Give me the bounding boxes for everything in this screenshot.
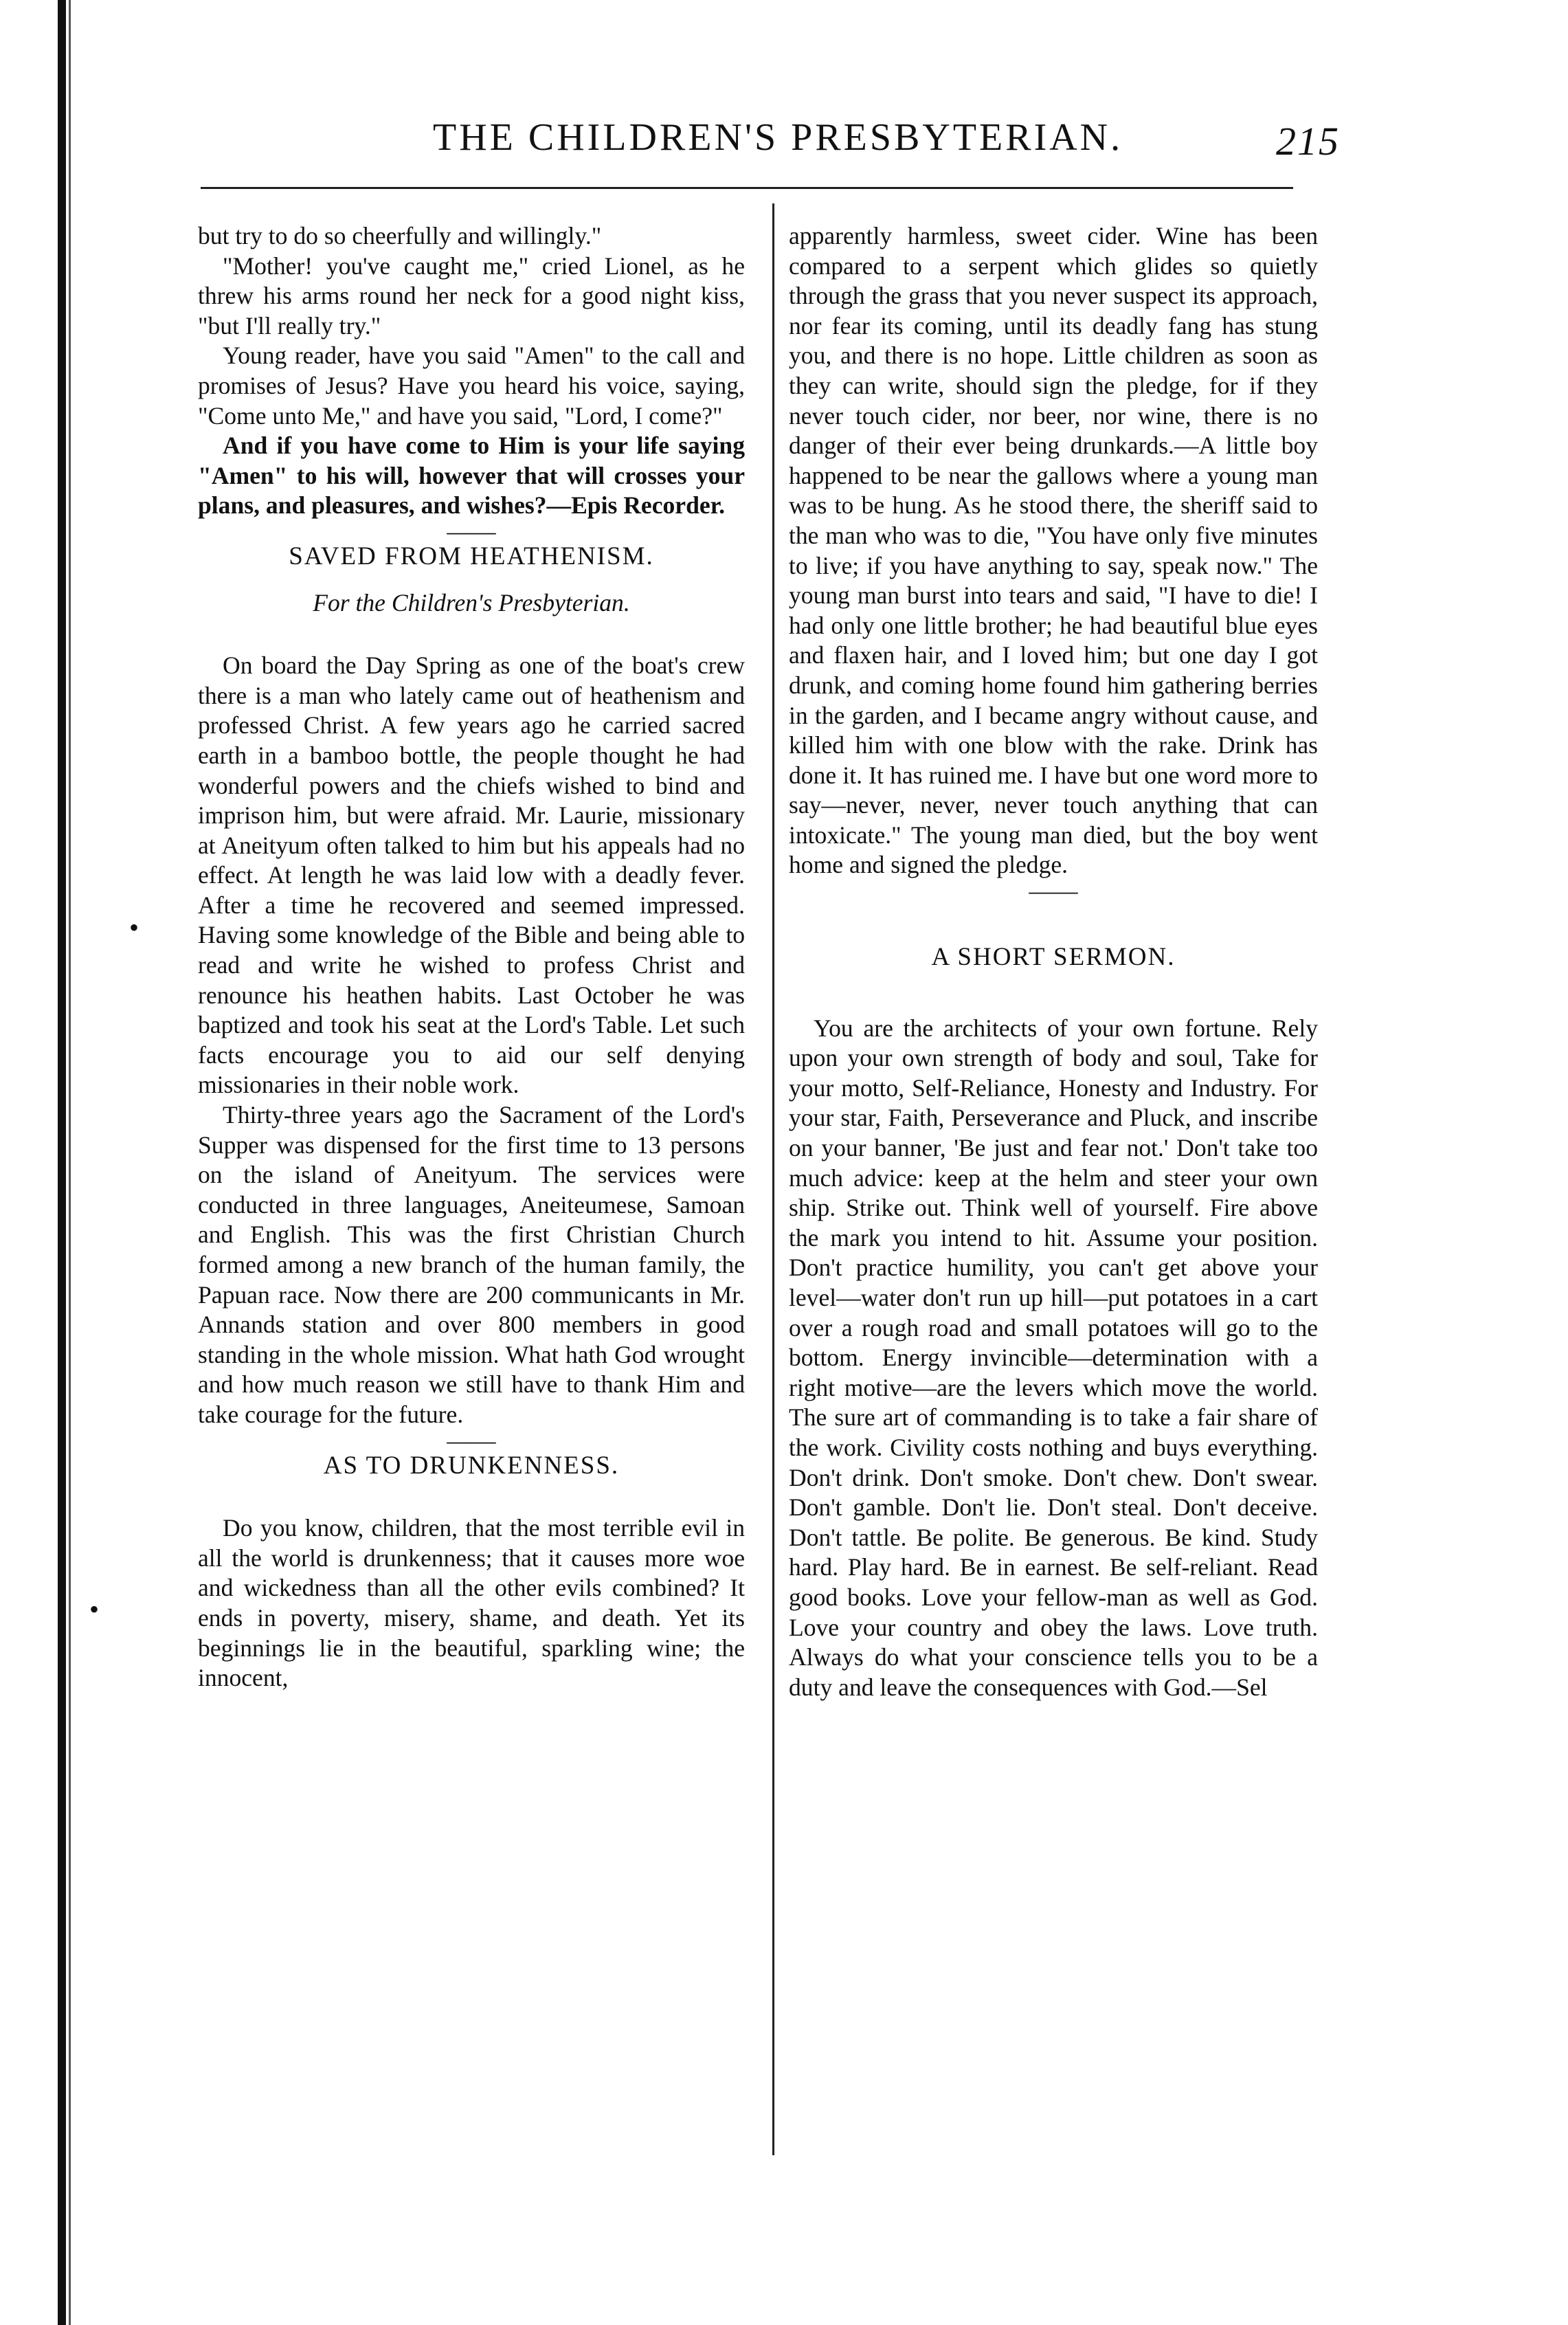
section-separator: —— — [447, 517, 496, 545]
article-paragraph: You are the architects of your own fortune. Rely upon your own strength of body and soul, Take for your motto, Self-Reliance, Honesty and Industry. For your star, Faith, Perseverance and Pluck, and inscribe on your banner, 'Be just and fear not.' Don't take too much advice: keep at the helm and steer your own ship. Strike out. Think well of yourself. Fire above the mark you intend to hit. Assume your position. Don't practice humility, you can't get above your level—water don't run up hill—put potatoes in a cart over a rough road and small potatoes will go to the bottom. Energy invincible—determination with a right motive—are the levers which move the world. The sure art of commanding is to take a fair share of the work. Civility costs nothing and buys everything. Don't drink. Don't smoke. Don't chew. Don't swear. Don't gamble. Don't lie. Don't steal. Don't deceive. Don't tattle. Be polite. Be generous. Be kind. Study hard. Play hard. Be in earnest. Be self-reliant. Read good books. Love your fellow-man as well as God. Love your country and obey the laws. Love truth. Always do what your conscience tells you to be a duty and leave the consequences with God.—Sel — [789, 1014, 1318, 1701]
page-number: 215 — [1276, 119, 1340, 164]
article-byline: For the Children's Presbyterian. — [313, 588, 630, 616]
article-title-as-to-drunkenness: AS TO DRUNKENNESS. — [323, 1451, 620, 1480]
right-column — [789, 221, 1318, 1702]
section-separator: —— — [447, 1426, 496, 1454]
continuation-paragraph: apparently harmless, sweet cider. Wine has been compared to a serpent which glides so quietly through the grass that you never suspect its approach, nor fear its coming, until its deadly fang has stung you, and there is no hope. Little children as soon as they can write, should sign the pledge, for if they never touch cider, nor beer, nor wine, there is no danger of their ever being drunkards.—A little boy happened to be near the gallows where a young man was to be hung. As he stood there, the sheriff said to the man who was to die, "You have only five minutes to live; if you have anything to say, speak now." The young man burst into tears and said, "I have to die! I had only one little brother; he had beautiful blue eyes and flaxen hair, and I loved him; but one day I got drunk, and coming home found him gathering berries in the garden, and I became angry without cause, and killed him with one blow with the rake. Drink has done it. It has ruined me. I have but one word more to say—never, never, never touch anything that can intoxicate." The young man died, but the boy went home and signed the pledge. — [789, 222, 1318, 879]
section-separator: —— — [1029, 877, 1078, 905]
running-title: THE CHILDREN'S PRESBYTERIAN. — [433, 116, 1123, 159]
article-title-saved-from-heathenism: SAVED FROM HEATHENISM. — [289, 542, 654, 570]
article-paragraph: On board the Day Spring as one of the boat's crew there is a man who lately came out of heathenism and professed Christ. A few years ago he carried sacred earth in a bamboo bottle, the people thought he had wonderful powers and the chiefs wished to bind and imprison him, but were afraid. Mr. Laurie, missionary at Aneityum often talked to him but his appeals had no effect. At length he was laid low with a deadly fever. After a time he recovered and seemed impressed. Having some knowledge of the Bible and being able to read and write he wished to profess Christ and renounce his heathen habits. Last October he was baptized and took his seat at the Lord's Table. Let such facts encourage you to aid our self denying missionaries in their noble work. — [198, 652, 745, 1099]
article-paragraph: Thirty-three years ago the Sacrament of the Lord's Supper was dispensed for the first time to 13 persons on the island of Aneityum. The services were conducted in three languages, Aneiteumese, Samoan and English. This was the first Christian Church formed among a new branch of the human family, the Papuan race. Now there are 200 communicants in Mr. Annands station and over 800 members in good standing in the whole mission. What hath God wrought and how much reason we still have to thank Him and take courage for the future. — [198, 1101, 745, 1428]
article-paragraph: Do you know, children, that the most terrible evil in all the world is drunkenness; that it causes more woe and wickedness than all the other evils combined? It ends in poverty, misery, shame, and death. Yet its beginnings lie in the beautiful, sparkling wine; the innocent, — [198, 1514, 745, 1692]
column-divider — [772, 203, 774, 2155]
intro-paragraph: but try to do so cheerfully and willingly." — [198, 222, 602, 249]
page-edge-rule — [58, 0, 66, 2325]
margin-bullet: • — [89, 1594, 100, 1625]
article-title-a-short-sermon: A SHORT SERMON. — [931, 943, 1176, 972]
margin-bullet: • — [129, 912, 139, 943]
intro-paragraph: And if you have come to Him is your life saying "Amen" to his will, however that will crosses your plans, and pleasures, and wishes?—Epis Recorder. — [198, 432, 745, 520]
header-rule — [201, 187, 1293, 189]
intro-paragraph: "Mother! you've caught me," cried Lionel, as he threw his arms round her neck for a good night kiss, "but I'll really try." — [198, 252, 745, 340]
page-edge-rule-inner — [69, 0, 71, 2325]
left-column — [198, 221, 745, 1693]
intro-paragraph: Young reader, have you said "Amen" to the call and promises of Jesus? Have you heard his voice, saying, "Come unto Me," and have you said, "Lord, I come?" — [198, 342, 745, 430]
page-header — [199, 115, 1340, 170]
